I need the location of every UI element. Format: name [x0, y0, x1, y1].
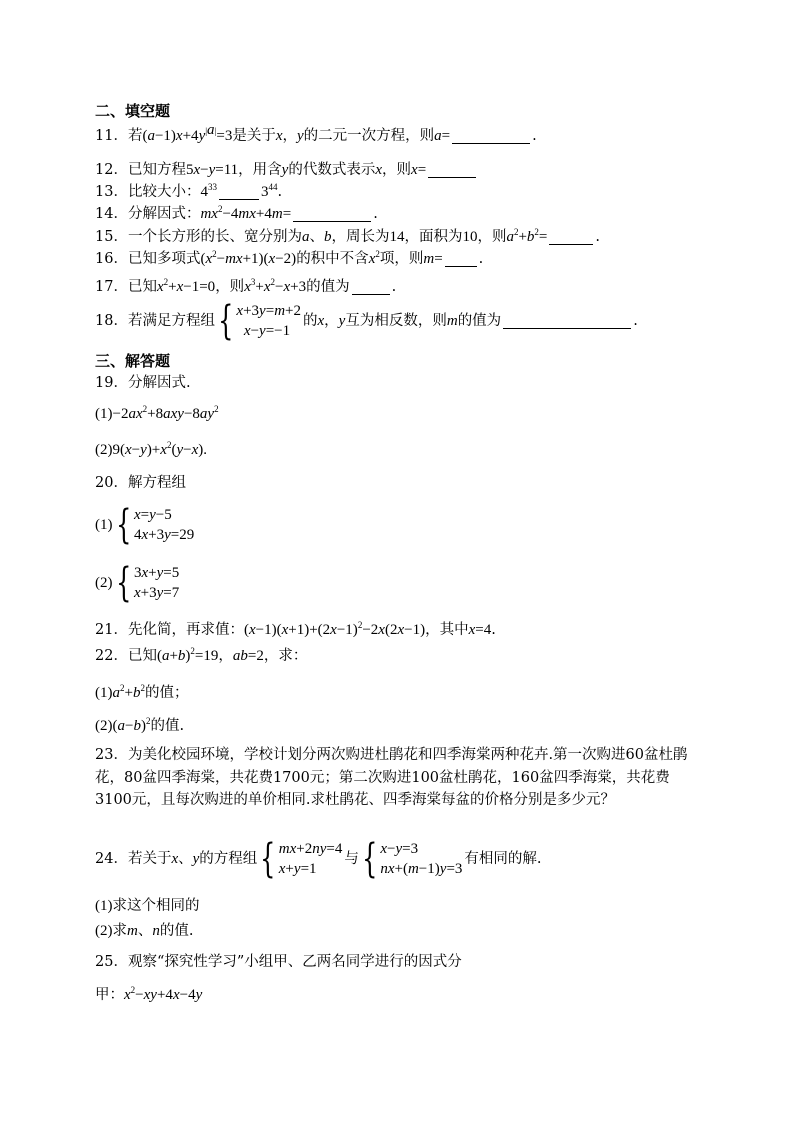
- q22-part-2: (2) $(a-b)^2$ 的值.: [95, 716, 185, 734]
- q19-part-1: (1) $-2ax^2+8axy-8ay^2$: [95, 404, 219, 422]
- question-13: 13． 比较大小： $4^{33}$ $3^{44}$ .: [95, 182, 283, 200]
- question-16: 16． 已知多项式 $(x^2-mx+1)(x-2)$ 的积中不含 $x^2$ 项，则 m = .: [95, 249, 484, 267]
- answer-blank[interactable]: [219, 185, 259, 200]
- answer-blank[interactable]: [293, 207, 371, 222]
- question-24: 24． 若关于 x 、 y 的方程组 { mx+2ny=4 x+y=1 与 { x−y=3 nx+(m−1)y=3 有相同的解.: [95, 836, 542, 882]
- q25-jia: 甲： $x^2-xy+4x-4y$: [95, 985, 203, 1003]
- question-25: 25． 观察“探究性学习”小组甲、乙两名同学进行的因式分: [95, 954, 462, 970]
- q24-part-1: (1) 求这个相同的: [95, 898, 200, 914]
- question-23: 23．为美化校园环境，学校计划分两次购进杜鹃花和四季海棠两种花卉.第一次购进60盆杜鹃花，80盆四季海棠，共花费1700元；第二次购进100盆杜鹃花，160盆四季海棠，共花费3100元，且每次购进的单价相同.求杜鹃花、四季海棠每盆的价格分别是多少元？: [95, 747, 688, 808]
- q24-part-2: (2) 求 m 、 n 的值.: [95, 923, 194, 939]
- question-19: 19． 分解因式.: [95, 375, 191, 391]
- question-11: 11． 若 $(a-1)x+4y^{|a|}=3$ 是关于 x ， y 的二元一次方程，则 a = .: [95, 122, 537, 144]
- answer-blank[interactable]: [452, 129, 530, 144]
- q20-part-2: (2) { 3x+y=5 x+3y=7: [95, 560, 180, 606]
- q19-part-2: (2) $9(x-y)+x^2(y-x)$.: [95, 440, 208, 458]
- question-15: 15． 一个长方形的长、宽分别为 a 、 b ，周长为 14 ，面积为 10 ，则 $a^2+b^2=$ .: [95, 227, 600, 245]
- q18-system: x+3y=m+2 x−y=−1: [236, 303, 301, 339]
- question-20: 20． 解方程组: [95, 475, 186, 491]
- question-18: 18． 若满足方程组 { x+3y=m+2 x−y=−1 的 x ， y 互为相反数，则 m 的值为 .: [95, 298, 638, 344]
- answer-blank[interactable]: [445, 252, 477, 267]
- question-12: 12． 已知方程 5x−y=11 ，用含 y 的代数式表示 x ，则 x =: [95, 161, 478, 179]
- answer-blank[interactable]: [503, 314, 631, 329]
- question-21: 21． 先化简，再求值： $(x-1)(x+1)+(2x-1)^2-2x(2x-1)$ ，其中 x=4 .: [95, 620, 496, 638]
- answer-blank[interactable]: [549, 230, 593, 245]
- answer-blank[interactable]: [352, 280, 390, 295]
- q20-part-1: (1) { x=y−5 4x+3y=29: [95, 502, 195, 548]
- question-14: 14． 分解因式： $mx^2-4mx+4m=$ .: [95, 204, 378, 222]
- section-solve-heading: 三、解答题: [95, 352, 171, 370]
- q11-equation: $(a-1)x+4y^{|a|}=3$: [142, 122, 233, 144]
- question-17: 17． 已知 $x^2+x-1=0$ ，则 $x^3+x^2-x+3$ 的值为 .: [95, 277, 397, 295]
- section-fill-blank-heading: 二、填空题: [95, 102, 171, 120]
- answer-blank[interactable]: [428, 163, 476, 178]
- q22-part-1: (1) $a^2+b^2$ 的值；: [95, 683, 189, 701]
- question-22: 22． 已知 $(a+b)^2=19$ ， ab=2 ，求：: [95, 646, 308, 664]
